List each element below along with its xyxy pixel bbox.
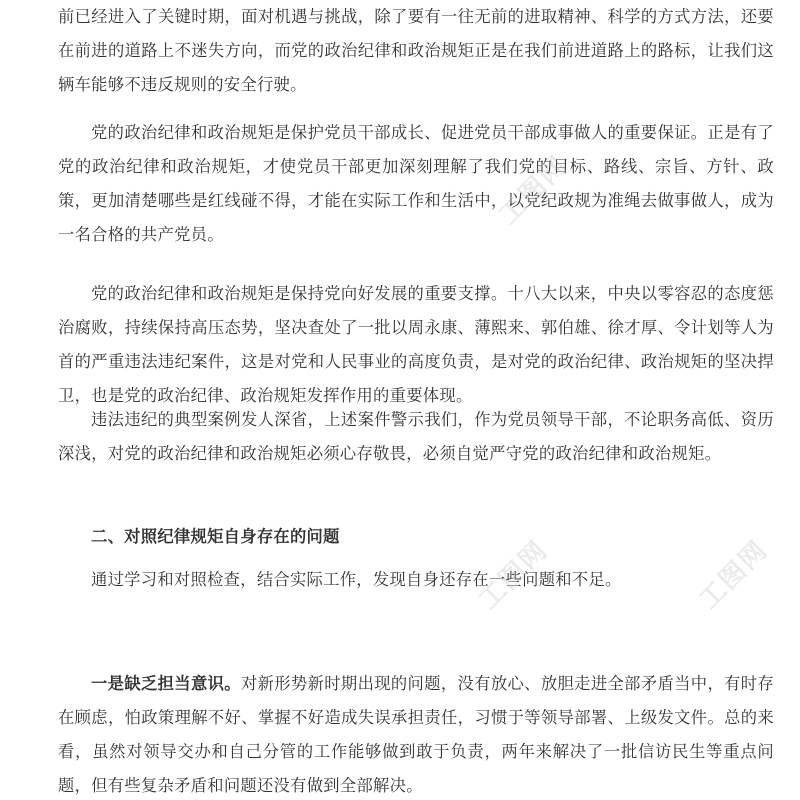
watermark: 工图网 <box>493 149 575 231</box>
point-1-body: 对新形势新时期出现的问题，没有放心、放胆走进全部矛盾当中，有时存在顾虑，怕政策理解不好、掌握不好造成失误承担责任，习惯于等领导部署、上级发文件。总的来看，虽然对领导交办和自己分管的工作能够做到敢于负责，两年来解决了一批信访民生等重点问题，但有些复杂矛盾和问题还没有做到全部解决。 <box>58 674 775 795</box>
watermark: 工图网 <box>473 534 555 616</box>
point-1-paragraph <box>58 667 774 800</box>
paragraph-2: 党的政治纪律和政治规矩是保护党员干部成长、促进党员干部成事做人的重要保证。正是有了党的政治纪律和政治规矩，才使党员干部更加深刻理解了我们党的目标、路线、宗旨、方针、政策，更加清楚哪些是红线碰不得，才能在实际工作和生活中，以党纪政规为准绳去做事做人，成为一名合格的共产党员。 <box>58 123 774 244</box>
paragraph-1: 前已经进入了关键时期，面对机遇与挑战，除了要有一往无前的进取精神、科学的方式方法，还要在前进的道路上不迷失方向，而党的政治纪律和政治规矩正是在我们前进道路上的路标，让我们这辆车能够不违反规则的安全行驶。 <box>58 7 774 94</box>
paragraph-4: 违法违纪的典型案例发人深省，上述案件警示我们，作为党员领导干部，不论职务高低、资历深浅，对党的政治纪律和政治规矩必须心存敬畏，必须自觉严守党的政治纪律和政治规矩。 <box>58 410 774 463</box>
intro-paragraph: 通过学习和对照检查，结合实际工作，发现自身还存在一些问题和不足。 <box>91 570 622 589</box>
watermark: 工图网 <box>693 534 775 616</box>
section-heading: 二、对照纪律规矩自身存在的问题 <box>91 527 340 546</box>
paragraph-3: 党的政治纪律和政治规矩是保持党向好发展的重要支撑。十八大以来，中央以零容忍的态度惩治腐败，持续保持高压态势，坚决查处了一批以周永康、薄熙来、郭伯雄、徐才厚、令计划等人为首的严重违法违纪案件，这是对党和人民事业的高度负责，是对党的政治纪律、政治规矩的坚决捍卫，也是党的政治纪律、政治规矩发挥作用的重要体现。 <box>58 284 774 405</box>
point-1-lead: 一是缺乏担当意识。 <box>91 674 241 693</box>
